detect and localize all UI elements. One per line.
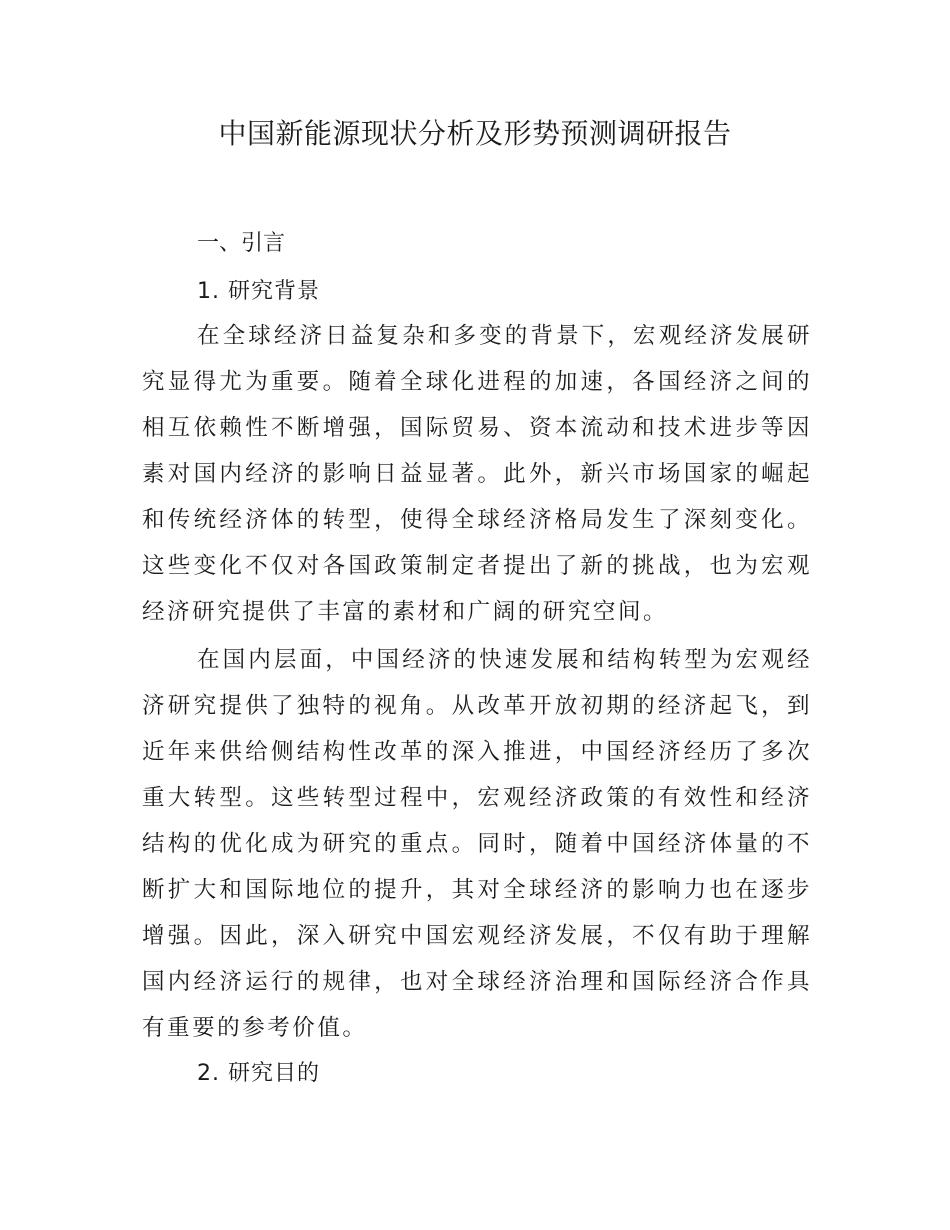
body-paragraph-global-context: 在全球经济日益复杂和多变的背景下，宏观经济发展研究显得尤为重要。随着全球化进程的加速，各国经济之间的相互依赖性不断增强，国际贸易、资本流动和技术进步等因素对国内经济的影响日益显著。此外，新兴市场国家的崛起和传统经济体的转型，使得全球经济格局发生了深刻变化。这些变化不仅对各国政策制定者提出了新的挑战，也为宏观经济研究提供了丰富的素材和广阔的研究空间。 bbox=[142, 323, 812, 625]
subsection-heading-research-background: 1. 研究背景 bbox=[197, 279, 320, 304]
subsection-heading-research-purpose: 2. 研究目的 bbox=[197, 1061, 320, 1086]
body-paragraph-domestic-context: 在国内层面，中国经济的快速发展和结构转型为宏观经济研究提供了独特的视角。从改革开放初期的经济起飞，到近年来供给侧结构性改革的深入推进，中国经济经历了多次重大转型。这些转型过程中，宏观经济政策的有效性和经济结构的优化成为研究的重点。同时，随着中国经济体量的不断扩大和国际地位的提升，其对全球经济的影响力也在逐步增强。因此，深入研究中国宏观经济发展，不仅有助于理解国内经济运行的规律，也对全球经济治理和国际经济合作具有重要的参考价值。 bbox=[142, 647, 812, 1041]
document-title: 中国新能源现状分析及形势预测调研报告 bbox=[218, 117, 732, 150]
section-heading-introduction: 一、引言 bbox=[197, 231, 286, 256]
